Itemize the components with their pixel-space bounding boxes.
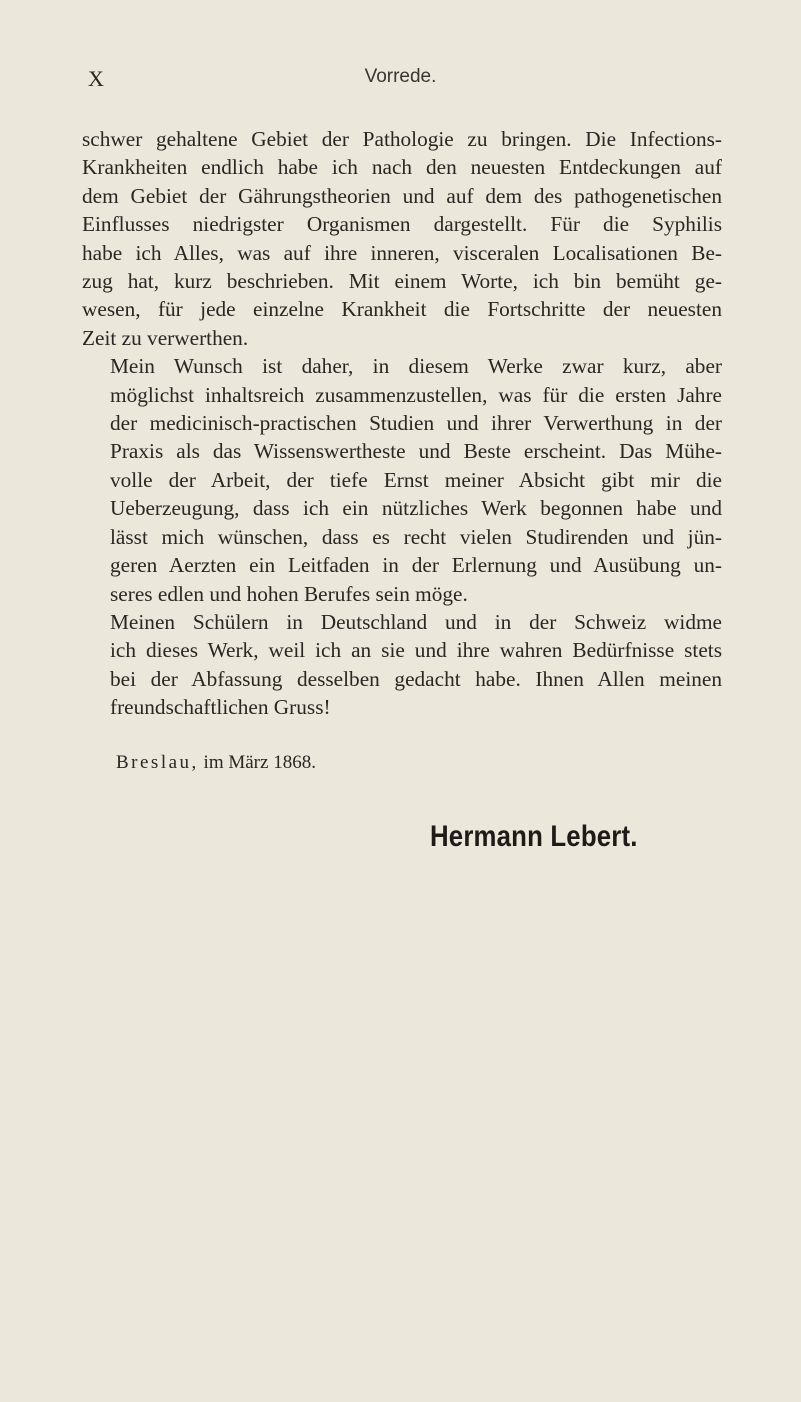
text-line: möglichst inhaltsreich zusammenzustellen, was für die ersten Jahre (110, 382, 722, 407)
text-line: freundschaftlichen Gruss! (110, 695, 331, 720)
text-line: Praxis als das Wissenswertheste und Beste erscheint. Das Mühe- (110, 439, 722, 464)
paragraph (82, 352, 722, 608)
text-line: bei der Abfassung desselben gedacht habe. Ihnen Allen meinen (110, 666, 722, 691)
text-line: schwer gehaltene Gebiet der Pathologie zu bringen. Die Infections- (82, 127, 722, 151)
text-line: seres edlen und hohen Berufes sein möge. (110, 581, 468, 606)
text-line: Zeit zu verwerthen. (82, 325, 249, 350)
text-line: Einflusses niedrigster Organismen dargestellt. Für die Syphilis (82, 212, 722, 237)
signature-date: im März 1868. (203, 752, 316, 773)
signature-place: Breslau, (116, 752, 199, 773)
text-line: habe ich Alles, was auf ihre inneren, visceralen Localisationen Be- (82, 240, 722, 265)
text-line: ich dieses Werk, weil ich an sie und ihre wahren Bedürfnisse stets (110, 638, 722, 663)
paragraph (82, 125, 722, 352)
text-line: Krankheiten endlich habe ich nach den neuesten Entdeckungen auf (82, 155, 722, 180)
signature-name: Hermann Lebert. (430, 820, 638, 853)
text-line: Meinen Schülern in Deutschland und in der Schweiz widme (110, 609, 722, 634)
text-line: geren Aerzten ein Leitfaden in der Erlernung und Ausübung un- (110, 553, 722, 578)
text-line: wesen, für jede einzelne Krankheit die Fortschritte der neuesten (82, 297, 722, 322)
running-title: Vorrede. (364, 66, 437, 87)
text-line: der medicinisch-practischen Studien und ihrer Verwerthung in der (110, 411, 722, 436)
text-line: volle der Arbeit, der tiefe Ernst meiner Absicht gibt mir die (110, 467, 722, 492)
text-line: lässt mich wünschen, dass es recht vielen Studirenden und jün- (110, 524, 722, 549)
running-head (0, 66, 801, 96)
text-line: zug hat, kurz beschrieben. Mit einem Worte, ich bin bemüht ge- (82, 269, 722, 294)
text-line: Mein Wunsch ist daher, in diesem Werke zwar kurz, aber (110, 354, 722, 379)
signature-place-date (116, 752, 316, 774)
text-line: Ueberzeugung, dass ich ein nützliches Werk begonnen habe und (110, 496, 722, 521)
text-line: dem Gebiet der Gährungstheorien und auf dem des pathogenetischen (82, 183, 722, 208)
paragraph (82, 608, 722, 722)
body-text (82, 125, 722, 722)
page-number: X (88, 66, 105, 91)
